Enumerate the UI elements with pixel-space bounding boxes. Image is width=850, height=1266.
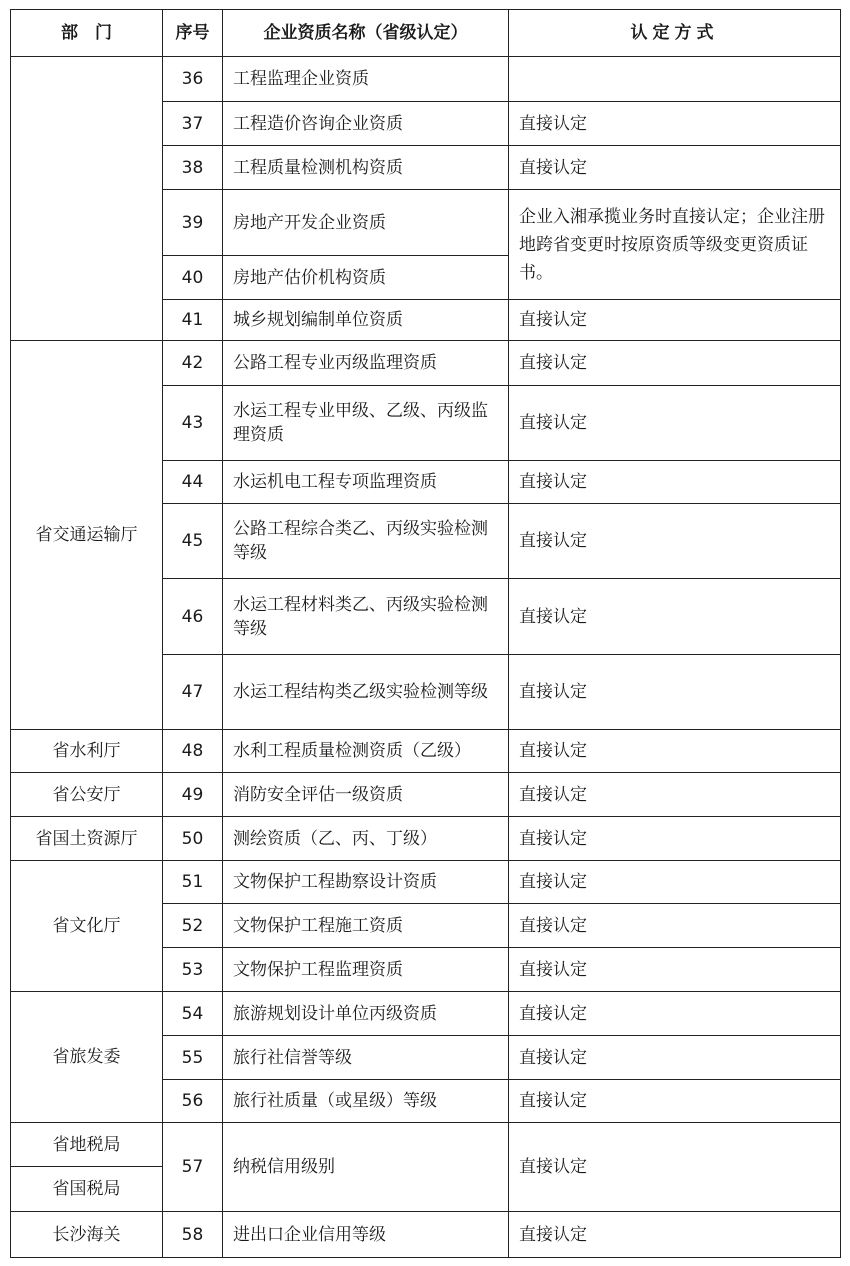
row-name: 文物保护工程监理资质	[223, 948, 509, 992]
table-row	[11, 730, 841, 773]
qualification-table	[10, 9, 841, 1258]
row-name: 文物保护工程勘察设计资质	[223, 861, 509, 904]
row-method: 直接认定	[509, 341, 841, 386]
row-method: 直接认定	[509, 579, 841, 655]
row-name: 公路工程专业丙级监理资质	[223, 341, 509, 386]
row-method: 直接认定	[509, 773, 841, 817]
header-name: 企业资质名称（省级认定）	[223, 10, 509, 57]
table-row	[11, 57, 841, 102]
row-no: 38	[163, 146, 223, 190]
row-no: 37	[163, 102, 223, 146]
header-no: 序号	[163, 10, 223, 57]
row-no: 52	[163, 904, 223, 948]
row-name: 工程监理企业资质	[223, 57, 509, 102]
dept-cell-localtax: 省地税局	[11, 1123, 163, 1167]
row-no: 56	[163, 1080, 223, 1123]
row-name: 消防安全评估一级资质	[223, 773, 509, 817]
row-method: 直接认定	[509, 146, 841, 190]
dept-cell-housing	[11, 57, 163, 341]
dept-cell-customs: 长沙海关	[11, 1212, 163, 1258]
dept-cell-water: 省水利厅	[11, 730, 163, 773]
row-no: 47	[163, 655, 223, 730]
row-name: 进出口企业信用等级	[223, 1212, 509, 1258]
row-name: 纳税信用级别	[223, 1123, 509, 1212]
row-name: 测绘资质（乙、丙、丁级）	[223, 817, 509, 861]
row-method: 直接认定	[509, 386, 841, 461]
row-method: 直接认定	[509, 1080, 841, 1123]
table-row	[11, 1123, 841, 1167]
row-no: 41	[163, 300, 223, 341]
row-no: 48	[163, 730, 223, 773]
header-dept: 部 门	[11, 10, 163, 57]
row-method: 直接认定	[509, 1036, 841, 1080]
row-name: 水运工程材料类乙、丙级实验检测等级	[223, 579, 509, 655]
row-method: 直接认定	[509, 655, 841, 730]
row-no: 49	[163, 773, 223, 817]
row-name: 旅游规划设计单位丙级资质	[223, 992, 509, 1036]
row-method: 直接认定	[509, 300, 841, 341]
row-name: 房地产开发企业资质	[223, 190, 509, 256]
dept-cell-land: 省国土资源厅	[11, 817, 163, 861]
row-name: 水利工程质量检测资质（乙级）	[223, 730, 509, 773]
row-method: 直接认定	[509, 1123, 841, 1212]
row-method: 企业入湘承揽业务时直接认定；企业注册地跨省变更时按原资质等级变更资质证书。	[509, 190, 841, 300]
row-no: 55	[163, 1036, 223, 1080]
table-row	[11, 817, 841, 861]
row-name: 水运机电工程专项监理资质	[223, 461, 509, 504]
row-name: 水运工程结构类乙级实验检测等级	[223, 655, 509, 730]
row-no: 46	[163, 579, 223, 655]
table-row	[11, 1212, 841, 1258]
row-name: 旅行社质量（或星级）等级	[223, 1080, 509, 1123]
table-header-row	[11, 10, 841, 57]
row-no: 53	[163, 948, 223, 992]
row-no: 58	[163, 1212, 223, 1258]
row-no: 51	[163, 861, 223, 904]
row-name: 文物保护工程施工资质	[223, 904, 509, 948]
row-no: 50	[163, 817, 223, 861]
dept-cell-culture: 省文化厅	[11, 861, 163, 992]
table-row	[11, 773, 841, 817]
row-method: 直接认定	[509, 730, 841, 773]
row-method: 直接认定	[509, 102, 841, 146]
row-method: 直接认定	[509, 992, 841, 1036]
row-method: 直接认定	[509, 1212, 841, 1258]
header-method: 认定方式	[509, 10, 841, 57]
row-method: 直接认定	[509, 861, 841, 904]
row-method: 直接认定	[509, 461, 841, 504]
row-method: 直接认定	[509, 948, 841, 992]
row-no: 45	[163, 504, 223, 579]
row-no: 39	[163, 190, 223, 256]
row-name: 水运工程专业甲级、乙级、丙级监理资质	[223, 386, 509, 461]
row-name: 工程质量检测机构资质	[223, 146, 509, 190]
row-no: 42	[163, 341, 223, 386]
row-name: 工程造价咨询企业资质	[223, 102, 509, 146]
dept-cell-transport: 省交通运输厅	[11, 341, 163, 730]
row-method	[509, 57, 841, 102]
row-no: 40	[163, 256, 223, 300]
row-no: 57	[163, 1123, 223, 1212]
table-row	[11, 992, 841, 1036]
row-name: 旅行社信誉等级	[223, 1036, 509, 1080]
dept-cell-tourism: 省旅发委	[11, 992, 163, 1123]
row-no: 54	[163, 992, 223, 1036]
dept-cell-nationaltax: 省国税局	[11, 1167, 163, 1212]
table-row	[11, 341, 841, 386]
row-no: 44	[163, 461, 223, 504]
row-method: 直接认定	[509, 817, 841, 861]
row-method: 直接认定	[509, 504, 841, 579]
row-name: 公路工程综合类乙、丙级实验检测等级	[223, 504, 509, 579]
row-name: 房地产估价机构资质	[223, 256, 509, 300]
row-name: 城乡规划编制单位资质	[223, 300, 509, 341]
row-method: 直接认定	[509, 904, 841, 948]
table-row	[11, 861, 841, 904]
row-no: 43	[163, 386, 223, 461]
dept-cell-police: 省公安厅	[11, 773, 163, 817]
row-no: 36	[163, 57, 223, 102]
